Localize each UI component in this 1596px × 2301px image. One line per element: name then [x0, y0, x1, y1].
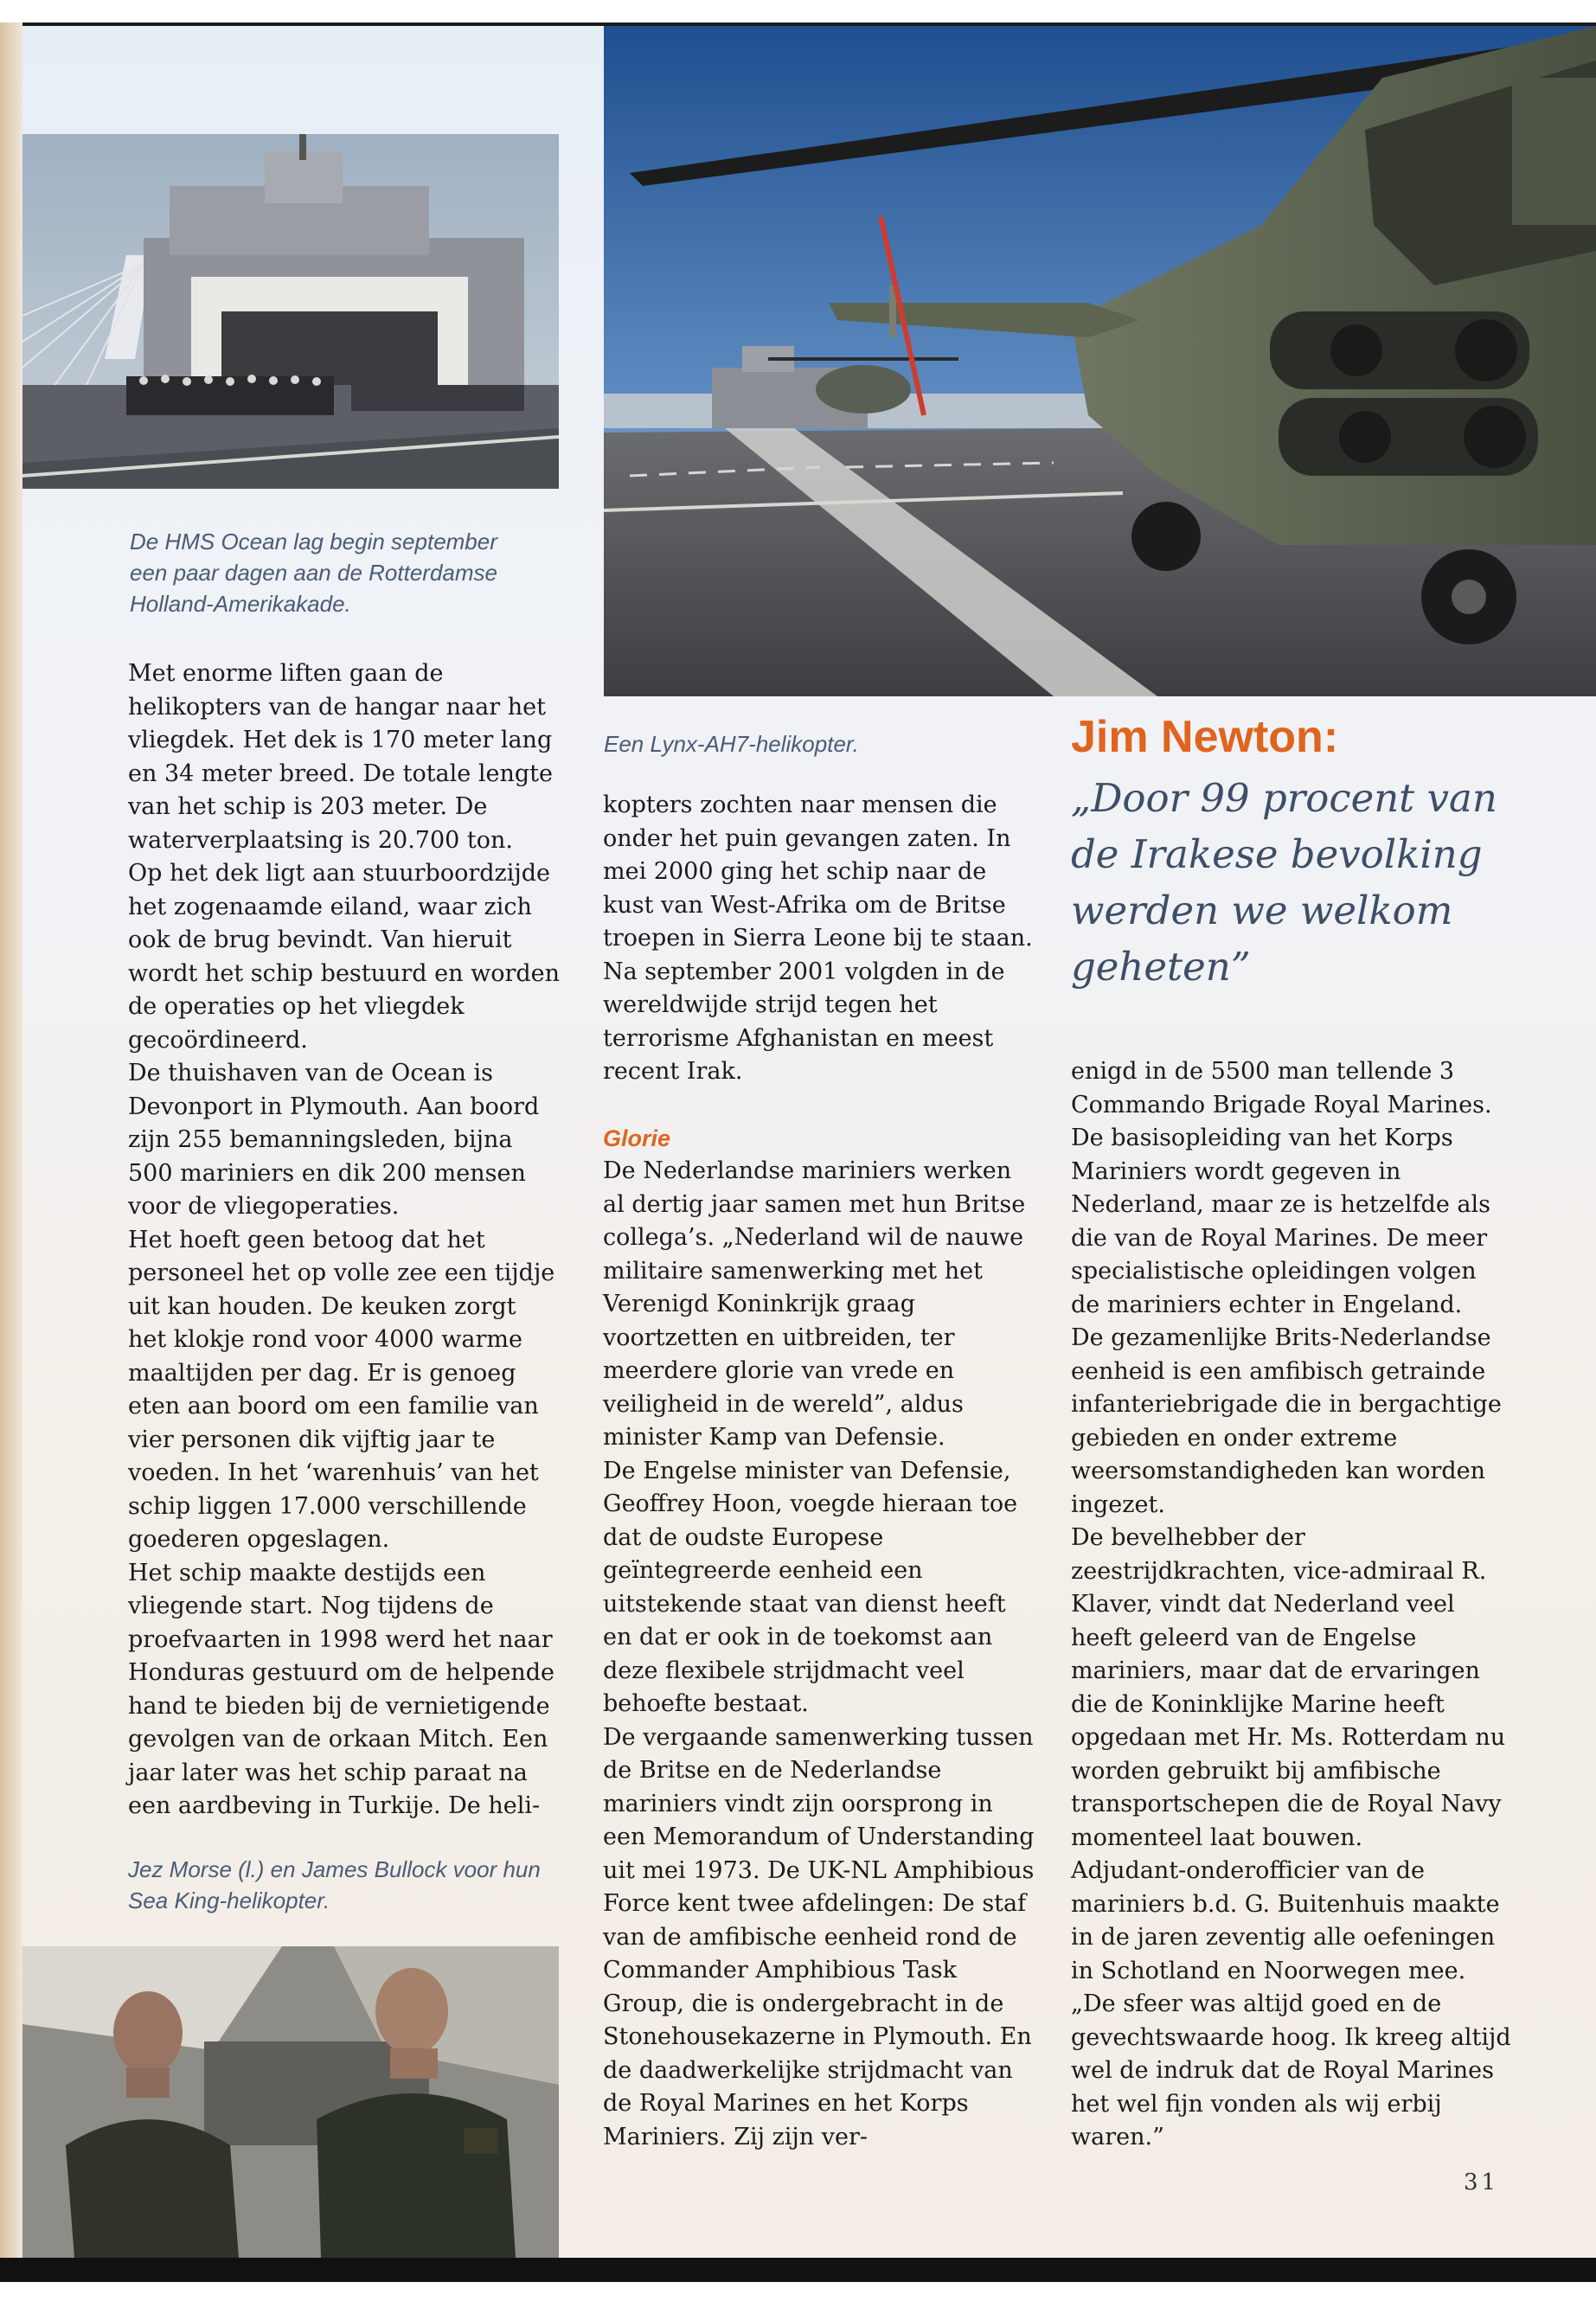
- paragraph: De thuishaven van de Ocean is Devonport in Plymouth. Aan boord zijn 255 bemanningsleden, bijna 500 mariniers en dik 200 mensen voor de vliegoperaties.: [128, 1060, 540, 1220]
- column-1: [128, 657, 561, 1823]
- paragraph: De gezamenlijke Brits-Nederlandse eenheid is een amfibisch getrainde infanteriebrigade die in bergachtige gebieden en onder extreme weersomstandigheden kan worden ingezet.: [1071, 1324, 1502, 1518]
- paragraph: Het schip maakte destijds een vliegende start. Nog tijdens de proefvaarten in 1998 werd het naar Honduras gestuurd om de helpende hand te bieden bij de vernietigende gevolgen van de orkaan Mitch. Een jaar later was het schip paraat na een aardbeving in Turkije. De heli-: [128, 1559, 555, 1819]
- paragraph: De Nederlandse mariniers werken al dertig jaar samen met hun Britse collega’s. „Nederland wil de nauwe militaire samenwerking met het Verenigd Koninkrijk graag voortzetten en uitbreiden, ter meerdere glorie van vrede en veiligheid in de wereld”, aldus minister Kamp van Defensie.: [603, 1157, 1026, 1451]
- pull-quote: „Door 99 procent van de Irakese bevolking werden we welkom geheten”: [1071, 775, 1497, 990]
- quote-speaker: Jim Newton:: [1071, 712, 1339, 762]
- lynx-photo-caption: Een Lynx-AH7-helikopter.: [604, 731, 859, 757]
- left-page-edge: [0, 22, 22, 2272]
- paragraph: enigd in de 5500 man tellende 3 Commando Brigade Royal Marines. De basisopleiding van het Korps Mariniers wordt gegeven in Nederland, maar ze is hetzelfde als die van de Royal Marines. De meer specialistische opleidingen volgen de mariniers echter in Engeland.: [1071, 1058, 1492, 1318]
- page-number: 31: [1464, 2170, 1500, 2195]
- lynx-photo: [604, 26, 1596, 696]
- bottom-margin: [0, 2282, 1596, 2301]
- bottom-border: [0, 2258, 1596, 2282]
- top-border: [0, 0, 1596, 26]
- paragraph: De vergaande samenwerking tussen de Britse en de Nederlandse mariniers vindt zijn oorsprong in een Memorandum of Understanding uit mei 1973. De UK-NL Amphibious Force kent twee afdelingen: De staf van de amfibische eenheid rond de Commander Amphibious Task Group, die is ondergebracht in de Stonehousekazerne in Plymouth. En de daadwerkelijke strijdmacht van de Royal Marines en het Korps Mariniers. Zij zijn ver-: [603, 1723, 1035, 2150]
- paragraph: Het hoeft geen betoog dat het personeel het op volle zee een tijdje uit kan houden. De keuken zorgt het klokje rond voor 4000 warme maaltijden per dag. Er is genoeg eten aan boord om een familie van vier personen dik vijftig jaar te voeden. In het ‘warenhuis’ van het schip liggen 17.000 verschillende goederen opgeslagen.: [128, 1226, 555, 1553]
- crew-photo: [22, 1946, 559, 2258]
- paragraph: De bevelhebber der zeestrijdkrachten, vice-admiraal R. Klaver, vindt dat Nederland veel heeft geleerd van de Engelse mariniers, maar dat de ervaringen die de Koninklijke Marine heeft opgedaan met Hr. Ms. Rotterdam nu worden gebruikt bij amfibische transportschepen die de Royal Navy momenteel laat bouwen.: [1071, 1524, 1506, 1851]
- paragraph: De Engelse minister van Defensie, Geoffrey Hoon, voegde hieraan toe dat de oudste Europese geïntegreerde eenheid een uitstekende staat van dienst heeft en dat er ook in de toekomst aan deze flexibele strijdmacht veel behoefte bestaat.: [603, 1457, 1018, 1717]
- paragraph: Met enorme liften gaan de helikopters van de hangar naar het vliegdek. Het dek is 170 meter lang en 34 meter breed. De totale lengte van het schip is 203 meter. De waterverplaatsing is 20.700 ton.: [128, 660, 553, 854]
- crew-photo-caption: Jez Morse (l.) en James Bullock voor hun Sea King-helikopter.: [128, 1856, 541, 1913]
- paragraph: kopters zochten naar mensen die onder het puin gevangen zaten. In mei 2000 ging het schip naar de kust van West-Afrika om de Britse troepen in Sierra Leone bij te staan. Na september 2001 volgden in de wereldwijde strijd tegen het terrorisme Afghanistan en meest recent Irak.: [603, 792, 1033, 1085]
- ship-photo: [22, 134, 559, 489]
- ship-photo-caption: De HMS Ocean lag begin september een paar dagen aan de Rotterdamse Holland-Amerikakade.: [130, 529, 497, 617]
- subhead-glorie: Glorie: [603, 1125, 671, 1151]
- paragraph: Op het dek ligt aan stuurboordzijde het zogenaamde eiland, waar zich ook de brug bevindt. Van hieruit wordt het schip bestuurd en worden de operaties op het vliegdek gecoördineerd.: [128, 860, 561, 1054]
- paragraph: Adjudant-onderofficier van de mariniers b.d. G. Buitenhuis maakte in de jaren zeventig alle oefeningen in Schotland en Noorwegen mee. „De sfeer was altijd goed en de gevechtswaarde hoog. Ik kreeg altijd wel de indruk dat de Royal Marines het wel fijn vonden als wij erbij waren.”: [1071, 1857, 1511, 2150]
- column-2: [603, 789, 1040, 2154]
- column-3: [1071, 1055, 1512, 2155]
